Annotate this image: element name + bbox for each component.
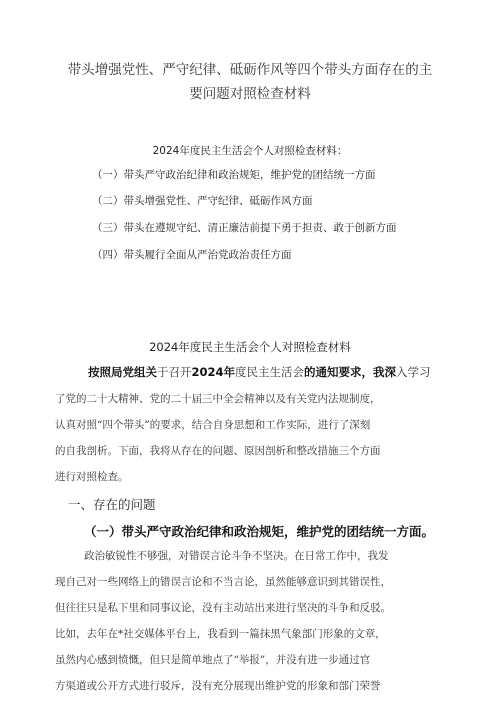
body-title: 2024年度民主生活会个人对照检查材料 [149,340,351,354]
toc-item: （四）带头履行全面从严治党政治责任方面 [92,249,292,261]
paragraph-line: 虽然内心感到愤慨，但只是简单地点了“举报”，并没有进一步通过官 [55,654,371,666]
intro-segment: 2024年 [191,365,236,379]
body-line: 了党的二十大精神、党的二十届三中全会精神以及有关党内法规制度， [55,393,381,405]
document-title-line-1: 带头增强党性、严守纪律、砥砺作风等四个带头方面存在的主 [67,62,433,78]
subsection-heading: （一）带头严守政治纪律和政治规矩，维护党的团结统一方面。 [84,524,435,539]
paragraph-line: 方渠道或公开方式进行驳斥，没有充分展现出维护党的形象和部门荣誉 [55,680,381,692]
body-line: 的自我剖析。下面，我将从存在的问题、原因剖析和整改措施三个方面 [55,445,381,457]
toc-item: （二）带头增强党性、严守纪律、砥砺作风方面 [92,195,313,207]
paragraph-line: 现自己对一些网络上的错误言论和不当言论，虽然能够意识到其错误性， [55,576,391,588]
document-title-line-2: 要问题对照检查材料 [189,86,311,102]
section-heading: 一、存在的问题 [68,497,156,512]
paragraph-line: 比如，去年在*社交媒体平台上，我看到一篇抹黑气象部门形象的文章， [55,628,386,640]
intro-segment: 的通知要求，我深 [304,365,397,379]
intro-segment: 度民主生活会 [235,365,305,379]
toc-heading: 2024年度民主生活会个人对照检查材料： [152,145,348,157]
intro-line [88,364,431,380]
toc-item: （一）带头严守政治纪律和政治规矩，维护党的团结统一方面 [92,169,376,181]
paragraph-line: 但往往只是私下里和同事议论，没有主动站出来进行坚决的斗争和反驳。 [55,602,391,614]
body-line: 认真对照“四个带头”的要求，结合自身思想和工作实际，进行了深刻 [55,419,371,431]
body-line: 进行对照检查。 [55,471,129,483]
intro-segment: 入学习 [396,365,431,379]
intro-segment: 按照局党组关 [88,365,157,379]
intro-segment: 于召开 [157,365,192,379]
paragraph-line: 政治敏锐性不够强，对错误言论斗争不坚决。在日常工作中，我发 [84,550,389,562]
toc-item: （三）带头在遵规守纪、清正廉洁前提下勇于担责、敢于创新方面 [92,222,397,234]
